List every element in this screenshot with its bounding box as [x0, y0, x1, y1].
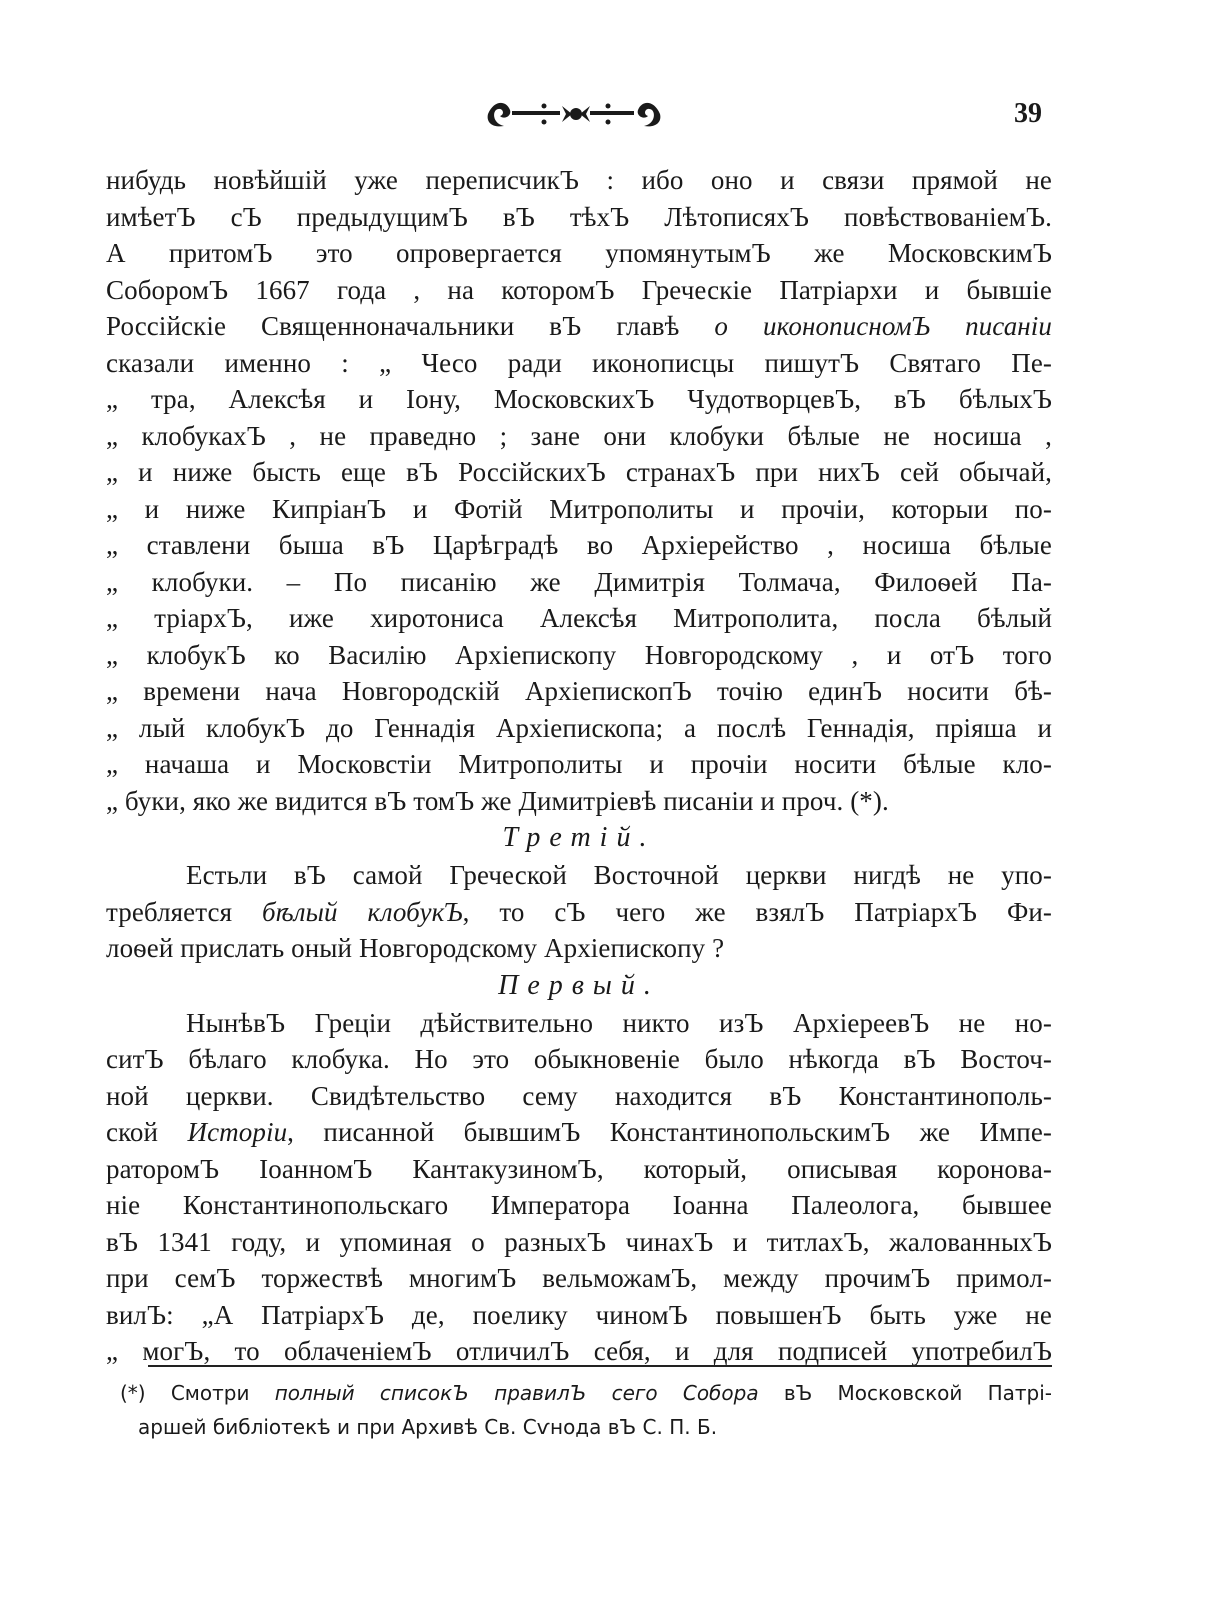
footnote-divider — [148, 1365, 1052, 1367]
footnote-line: аршей библіотекѣ и при Архивѣ Св. Сѵнода вЪ С. П. Б. — [138, 1415, 718, 1439]
section-heading: Первый. — [498, 969, 660, 1001]
italic-phrase: Исторіи — [187, 1117, 288, 1147]
text-line: „ клобукЪ ко Василію Архіепископу Новгородскому , и отЪ того — [106, 639, 1052, 670]
text-segment: вЪ Московской Патрі- — [758, 1381, 1053, 1405]
page-number: 39 — [1014, 98, 1042, 129]
text-line: НынѣвЪ Греціи дѣйствительно никто изЪ АрхіереевЪ не но- — [186, 1007, 1052, 1038]
text-line: имѣетЪ сЪ предыдущимЪ вЪ тѣхЪ ЛѣтописяхЪ повѣствованіемЪ. — [106, 201, 1052, 232]
italic-phrase: полный списокЪ правилЪ сего Собора — [274, 1381, 759, 1405]
text-line: „ и ниже бысть еще вЪ РоссійскихЪ странахЪ при нихЪ сей обычай, — [106, 457, 1052, 487]
text-line: „ времени нача Новгородскій АрхіепископЪ точію единЪ носити бѣ- — [106, 676, 1052, 706]
footnote-line — [120, 1376, 1052, 1410]
text-line: „ буки, яко же видится вЪ томЪ же Димитріевѣ писаніи и проч. (*). — [106, 785, 889, 816]
text-line: СоборомЪ 1667 года , на которомЪ Греческіе Патріархи и бывшіе — [106, 274, 1052, 305]
text-line — [106, 308, 1052, 345]
text-line — [106, 1114, 1052, 1151]
text-segment: ской — [106, 1117, 188, 1147]
text-line: ситЪ бѣлаго клобука. Но это обыкновеніе было нѣкогда вЪ Восточ- — [106, 1044, 1052, 1074]
text-line: вЪ 1341 году, и упоминая о разныхЪ чинахЪ и титлахЪ, жалованныхЪ — [106, 1226, 1052, 1257]
text-line: нибудь новѣйшій уже переписчикЪ : ибо оно и связи прямой не — [106, 165, 1052, 195]
text-line: „ тра, Алексѣя и Іону, МосковскихЪ ЧудотворцевЪ, вЪ бѣлыхЪ — [106, 384, 1052, 414]
text-segment: требляется — [106, 896, 262, 927]
italic-phrase: о иконописномЪ писаніи — [714, 311, 1052, 341]
text-line: „ ставлени быша вЪ Царѣградѣ во Архіерейство , носиша бѣлые — [106, 530, 1052, 560]
text-segment: , писанной бывшимЪ КонстантинопольскимЪ же Импе- — [287, 1117, 1052, 1147]
text-line: „ клобукахЪ , не праведно ; зане они клобуки бѣлые не носиша , — [106, 420, 1052, 451]
footnote — [120, 1376, 1052, 1444]
italic-phrase: бѣлый клобукЪ — [261, 896, 463, 927]
page-header — [0, 92, 1213, 152]
text-line: сказали именно : „ Чесо ради иконописцы пишутЪ Святаго Пе- — [106, 347, 1052, 378]
text-segment: , то сЪ чего же взялЪ ПатріархЪ Фи- — [462, 896, 1052, 927]
text-line: „ клобуки. – По писанію же Димитрія Толмача, Филоѳей Па- — [106, 566, 1052, 597]
text-segment: (*) Смотри — [120, 1381, 275, 1405]
text-line: „ могЪ, то облаченіемЪ отличилЪ себя, и для подписей употребилЪ — [106, 1336, 1052, 1366]
text-line: „ и ниже КипріанЪ и Фотій Митрополиты и прочіи, которыи по- — [106, 493, 1052, 524]
text-line: „ тріархЪ, иже хиротониса Алексѣя Митрополита, посла бѣлый — [106, 603, 1052, 633]
text-line: ной церкви. Свидѣтельство сему находится вЪ Константинополь- — [106, 1080, 1052, 1111]
text-line — [106, 894, 1052, 931]
text-line: „ начаша и Московстіи Митрополиты и прочіи носити бѣлые кло- — [106, 749, 1052, 779]
ornament-headpiece-icon — [484, 96, 664, 132]
text-line: лоѳей прислать оный Новгородскому Архіепископу ? — [106, 933, 725, 963]
text-line: при семЪ торжествѣ многимЪ вельможамЪ, между прочимЪ примол- — [106, 1263, 1052, 1293]
text-line: ніе Константинопольскаго Императора Іоанна Палеолога, бывшее — [106, 1190, 1052, 1220]
text-line: Естьли вЪ самой Греческой Восточной церкви нигдѣ не упо- — [186, 860, 1052, 890]
text-line: А притомЪ это опровергается упомянутымЪ же МосковскимЪ — [106, 238, 1052, 268]
text-segment: Россійскіе Священноначальники вЪ главѣ — [106, 311, 715, 341]
section-heading: Третій. — [502, 822, 656, 853]
text-line: вилЪ: „А ПатріархЪ де, поелику чиномЪ повышенЪ быть уже не — [106, 1299, 1052, 1330]
text-line: раторомЪ ІоанномЪ КантакузиномЪ, который, описывая короновa- — [106, 1153, 1052, 1184]
text-line: „ лый клобукЪ до Геннадія Архіепископа; а послѣ Геннадія, пріяша и — [106, 712, 1052, 743]
main-text — [106, 162, 1052, 1370]
